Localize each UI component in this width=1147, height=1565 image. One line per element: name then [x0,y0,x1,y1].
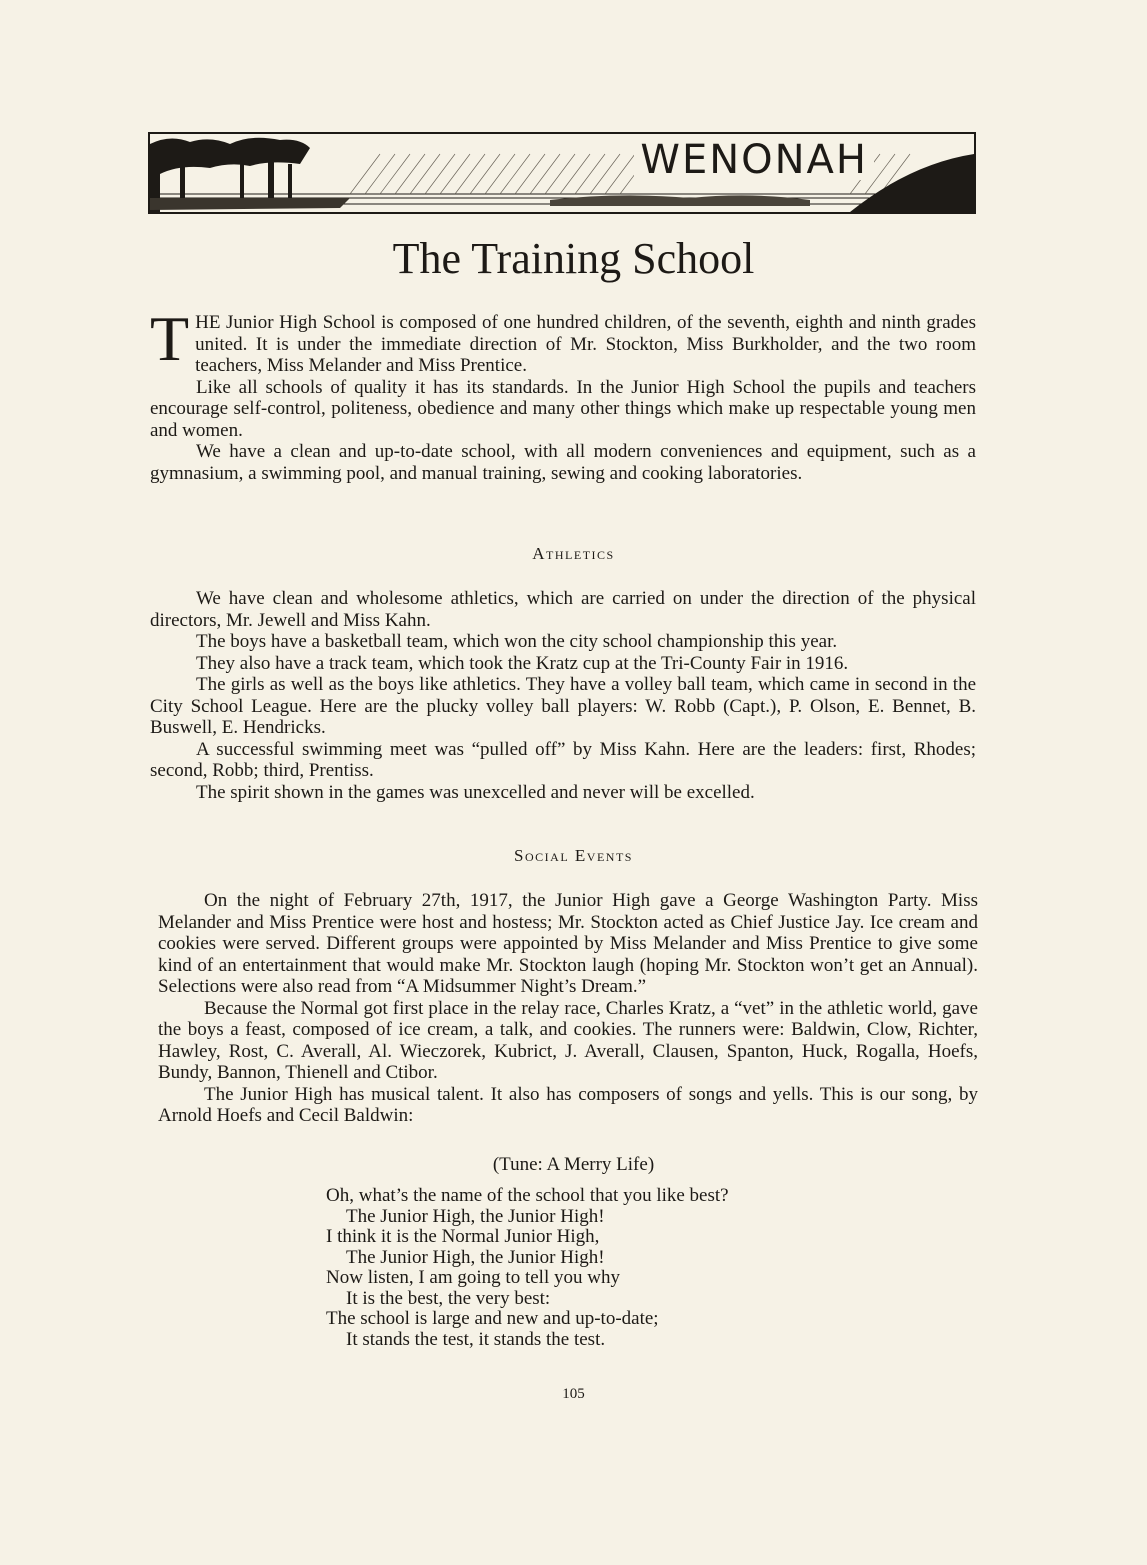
song-verse [326,1186,729,1350]
page-number: 105 [562,1386,585,1402]
athletics-paragraph: They also have a track team, which took the Kratz cup at the Tri-County Fair in 1916. [196,652,849,674]
verse-line: The Junior High, the Junior High! [346,1205,605,1227]
verse-line: Oh, what’s the name of the school that you like best? [326,1185,729,1206]
athletics-heading: Athletics [532,544,615,563]
verse-line: Now listen, I am going to tell you why [326,1267,620,1288]
social-events-heading: Social Events [514,846,633,865]
athletics-paragraph: A successful swimming meet was “pulled off” by Miss Kahn. Here are the leaders: first, Rhodes; second, Robb; third, Prentiss. [150,738,976,781]
verse-line: It stands the test, it stands the test. [346,1328,606,1350]
athletics-section [150,588,976,803]
social-events-section [158,890,978,1127]
intro-section [150,303,976,484]
verse-line: It is the best, the very best: [346,1287,551,1309]
drop-cap: T [150,303,190,374]
banner-title: WENONAH [634,140,874,180]
verse-line: The Junior High, the Junior High! [346,1246,605,1268]
social-paragraph: On the night of February 27th, 1917, the Junior High gave a George Washington Party. Miss Melander and Miss Prentice were host and hostess; Mr. Stockton acted as Chief Justice Jay. Ice cream and cookies were served. Different groups were appointed by Miss Melander and Miss Prentice to give some kind of an entertainment that would make Mr. Stockton laugh (hoping Mr. Stockton won’t get an Annual). Selections were also read from “A Midsummer Night’s Dream.” [158,890,978,997]
verse-line: I think it is the Normal Junior High, [326,1226,600,1247]
athletics-paragraph: We have clean and wholesome athletics, which are carried on under the direction of the physical directors, Mr. Jewell and Miss Kahn. [150,588,976,631]
verse-line: The school is large and new and up-to-date; [326,1308,659,1329]
intro-paragraph-3: We have a clean and up-to-date school, with all modern conveniences and equipment, such as a gymnasium, a swimming pool, and manual training, sewing and cooking laboratories. [150,441,976,484]
social-paragraph: Because the Normal got first place in the relay race, Charles Kratz, a “vet” in the athletic world, gave the boys a feast, composed of ice cream, a talk, and cookies. The runners were: Baldwin, Clow, Richter, Hawley, Rost, C. Averall, Al. Wieczorek, Kubrict, J. Averall, Clausen, Spanton, Huck, Rogalla, Hoefs, Bundy, Bannon, Thienell and Ctibor. [158,997,978,1083]
header-banner [148,132,976,214]
athletics-paragraph: The girls as well as the boys like athletics. They have a volley ball team, which came in second in the City School League. Here are the plucky volley ball players: W. Robb (Capt.), P. Olson, E. Bennet, B. Buswell, E. Hendricks. [150,674,976,738]
athletics-paragraph: The boys have a basketball team, which won the city school championship this year. [196,631,838,652]
song-tune: (Tune: A Merry Life) [492,1154,655,1175]
page-title: The Training School [392,234,755,283]
social-paragraph: The Junior High has musical talent. It also has composers of songs and yells. This is our song, by Arnold Hoefs and Cecil Baldwin: [158,1083,978,1126]
intro-paragraph-1: THE Junior High School is composed of one hundred children, of the seventh, eighth and ninth grades united. It is under the immediate direction of Mr. Stockton, Miss Burkholder, and the two room teachers, Miss Melander and Miss Prentice. [150,303,976,376]
athletics-paragraph: The spirit shown in the games was unexcelled and never will be excelled. [196,781,755,803]
intro-paragraph-2: Like all schools of quality it has its standards. In the Junior High School the pupils and teachers encourage self-control, politeness, obedience and many other things which make up respectable young men and women. [150,376,976,441]
